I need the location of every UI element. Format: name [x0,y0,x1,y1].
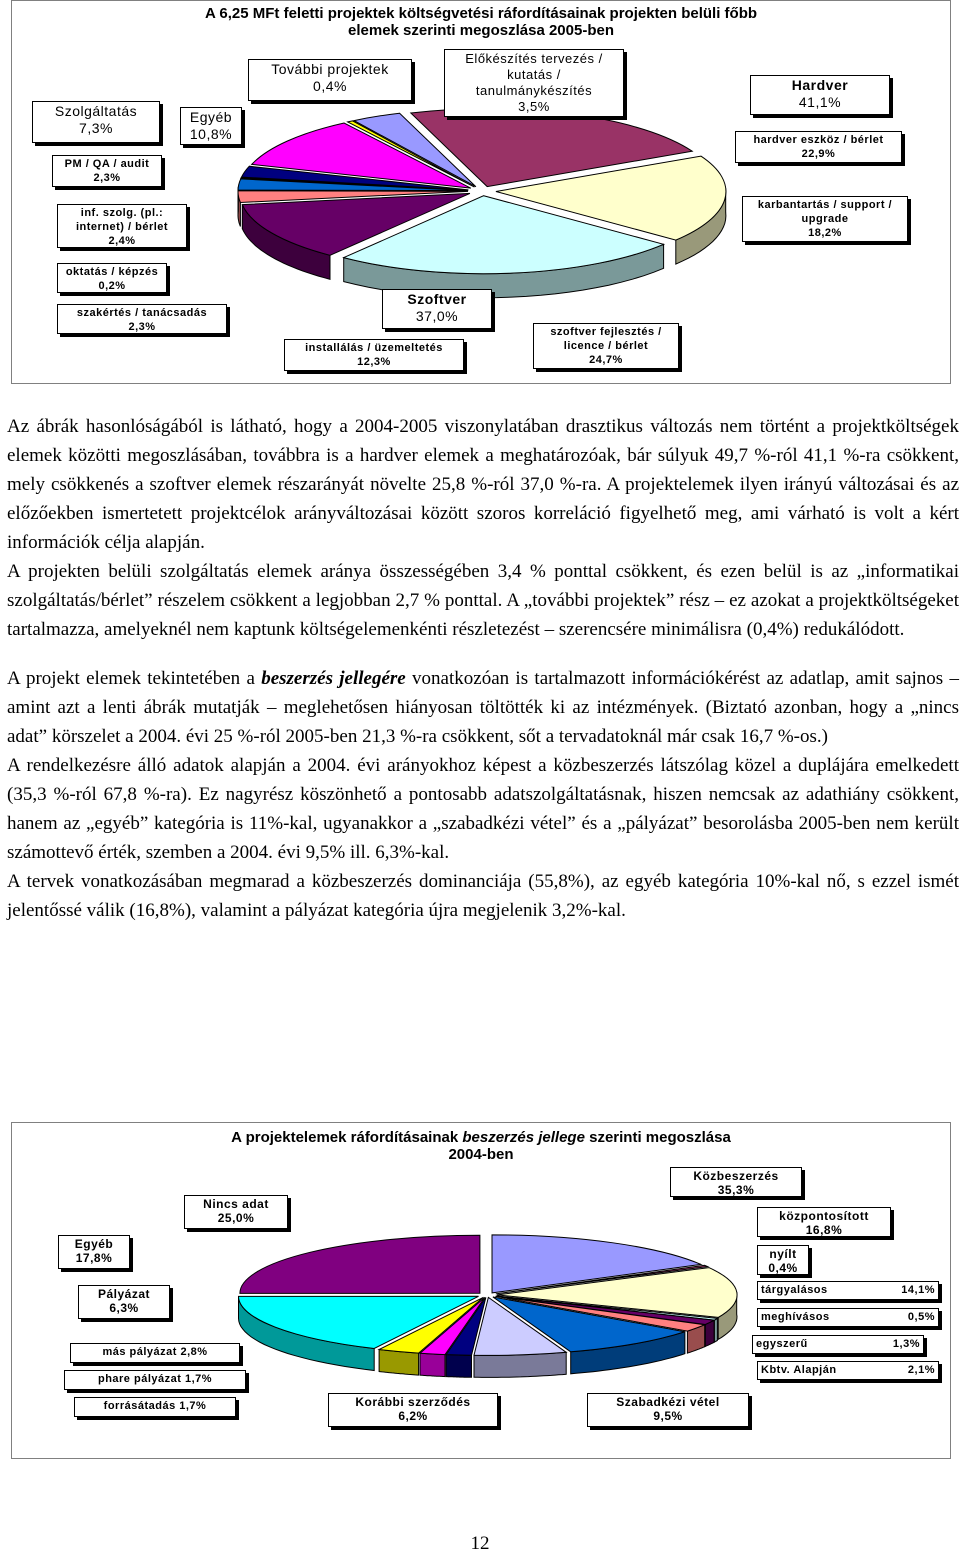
label2-kozpontositott: központosított 16,8% [757,1207,891,1237]
label2-korabbi: Korábbi szerződés 6,2% [328,1393,498,1427]
pie-slice-side [379,1350,419,1376]
label2-egyeb: Egyéb 17,8% [58,1235,130,1269]
label2-nyilt: nyílt 0,4% [757,1245,809,1275]
label-inf: inf. szolg. (pl.: internet) / bérlet 2,4% [57,204,187,248]
p3-part1: A projekt elemek tekintetében a [7,668,255,689]
label2-phare: phare pályázat 1,7% [64,1370,246,1390]
label-egyeb: Egyéb 10,8% [180,107,242,145]
paragraph-3 [7,664,959,751]
label-szakertes: szakértés / tanácsadás 2,3% [57,304,227,334]
label2-forras: forrásátadás 1,7% [74,1397,236,1417]
label2-targyalasos: tárgyalásos 14,1% [757,1281,939,1300]
pie-slice [240,1235,480,1293]
label-szoftver: Szoftver 37,0% [382,289,492,329]
body-text [7,412,959,925]
label2-kbtv: Kbtv. Alapján 2,1% [757,1361,939,1380]
label-hw-eszkoz: hardver eszköz / bérlet 22,9% [735,131,902,163]
label-installalas: installálás / üzemeltetés 12,3% [284,339,464,371]
chart2-title-line1: A projektelemek ráfordításainak beszerzés jellege szerinti megoszlása [231,1129,731,1146]
paragraph-2: A projekten belüli szolgáltatás elemek aránya összességében 3,4 % ponttal csökkent, és ezen belül is az „informatikai szolgáltatás/bérlet” részelem csökkent a legjobban 2,7 % ponttal. A „további projektek” rész – ez azokat a projektköltségeket tartalmazza, amelyeknél nem kaptunk költségelemenkénti részletezést – szerencsére minimálisra (0,4%) redukálódott. [7,561,959,640]
label-tovabbi: További projektek 0,4% [248,59,412,101]
label-pm: PM / QA / audit 2,3% [52,155,162,187]
pie-slice-side [446,1355,471,1378]
label2-palyazat: Pályázat 6,3% [78,1285,170,1319]
label2-mas: más pályázat 2,8% [70,1343,240,1363]
chart2-title-line2: 2004-ben [448,1146,514,1163]
label2-egyszeru: egyszerű 1,3% [752,1335,924,1354]
pie-slice-side [420,1353,445,1376]
chart1-title-line1: A 6,25 MFt feletti projektek költségvetési ráfordításainak projekten belüli főbb [204,5,758,22]
pie-chart-2004 [11,1122,951,1459]
label2-szabadkezi: Szabadkézi vétel 9,5% [587,1393,749,1427]
chart1-title-line2: elemek szerinti megoszlása 2005-ben [348,22,614,39]
label-elokeszites: Előkészítés tervezés / kutatás / tanulmánykészítés 3,5% [444,49,624,117]
label-karbantartas: karbantartás / support / upgrade 18,2% [742,196,908,242]
paragraph-1: Az ábrák hasonlóságából is látható, hogy a 2004-2005 viszonylatában drasztikus változás nem történt a projektköltségek elemek közötti megoszlásában, továbbra is a hardver elemek a meghatározóak, bár súlyuk 49,7 %-ról 41,1 %-ra csökkent, mely csökkenés a szoftver elemek részarányát növelte 25,8 %-ról 37,0 %-ra. A projektelemek ilyen irányú változásai és az előzőekben ismertetett projektcélok arányváltozásai között szoros korreláció figyelhető meg, ami várható is volt a kért információk célja alapján. [7,416,959,553]
label-oktatas: oktatás / képzés 0,2% [57,263,167,293]
pie-slice-side [474,1352,566,1377]
pie-slice-side [714,1318,717,1342]
label2-nincs: Nincs adat 25,0% [184,1195,288,1229]
page-number: 12 [470,1533,490,1554]
label-szolgaltatas: Szolgáltatás 7,3% [32,101,160,143]
pie-chart-2005 [11,0,951,384]
label2-meghivasos: meghívásos 0,5% [757,1308,939,1327]
label-hardver: Hardver 41,1% [750,75,890,115]
label2-kozbeszerzes: Közbeszerzés 35,3% [670,1167,802,1197]
paragraph-4: A rendelkezésre álló adatok alapján a 2004. évi arányokhoz képest a közbeszerzés látszólag közel a duplájára emelkedett (35,3 %-ról 67,8 %-ra). Ez nagyrész köszönhető a pontosabb adatszolgáltatásnak, hiszen nemcsak az adathiány csökkent, hanem az „egyéb” kategória is 11%-kal, ugyanakkor a „szabadkézi vétel” és a „pályázat” besorolásba 2005-ben nem került számottevő érték, szemben a 2004. évi 9,5% ill. 6,3%-kal. [7,755,959,863]
paragraph-5: A tervek vonatkozásában megmarad a közbeszerzés dominanciája (55,8%), az egyéb kategória 10%-kal nő, s ezzel ismét jelentőssé válik (16,8%), valamint a pályázat kategória újra megjelenik 3,2%-kal. [7,871,959,921]
p3-part2: vonatkozóan is tartalmazott információkérést az adatlap, amit sajnos – amint azt a lenti ábrák mutatják – meglehetősen hiányosan töltötték ki az intézmények. (Biztató azonban, hogy a „nincs adat” körszelet a 2004. évi 25 %-ról 2005-ben 21,3 %-ra csökkent, sőt a tervadatoknál már csak 16,7 %-os.) [7,668,959,747]
label-fejlesztes: szoftver fejlesztés / licence / bérlet 24,7% [533,323,679,369]
p3-emphasis: beszerzés jellegére [261,668,406,689]
